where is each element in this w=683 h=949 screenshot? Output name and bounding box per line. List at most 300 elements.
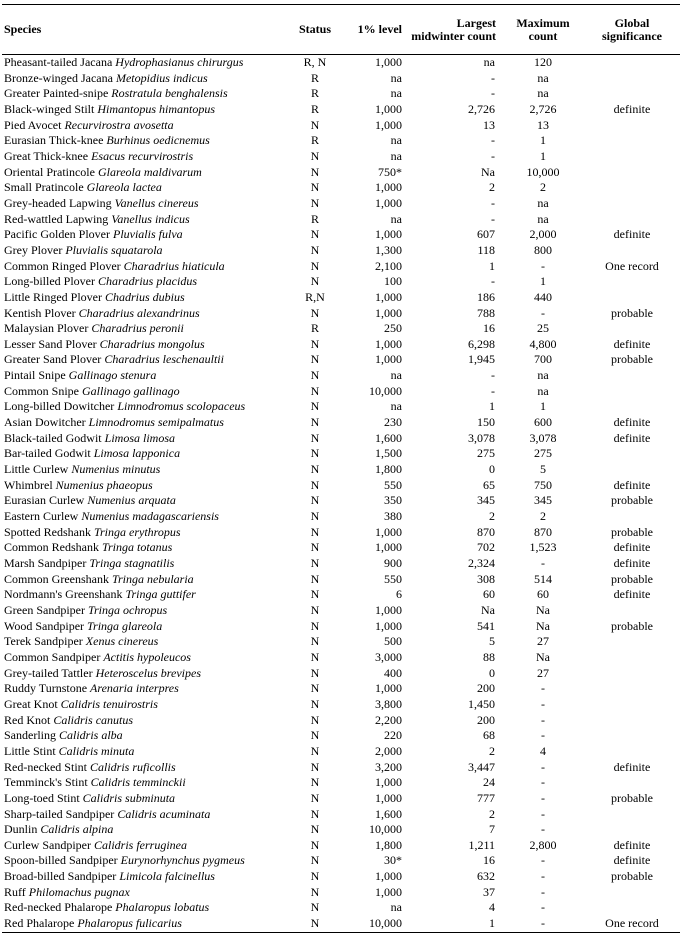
table-row xyxy=(2,603,680,619)
common-name: Green Sandpiper xyxy=(4,602,85,617)
scientific-name: Numenius arquata xyxy=(87,493,176,508)
common-name: Wood Sandpiper xyxy=(4,618,85,633)
common-name: Common Snipe xyxy=(4,383,80,398)
maximum-count-cell: 3,078 xyxy=(529,430,557,445)
largest-midwinter-count-cell: - xyxy=(491,148,495,163)
common-name: Ruddy Turnstone xyxy=(4,681,88,696)
largest-midwinter-count-cell: 308 xyxy=(477,571,495,586)
scientific-name: Calidris canutus xyxy=(53,712,134,727)
scientific-name: Gallinago stenura xyxy=(68,368,157,383)
one-percent-level-cell: 230 xyxy=(384,415,402,430)
global-significance-cell xyxy=(584,634,680,650)
common-name: Pied Avocet xyxy=(4,117,62,132)
status-cell: N xyxy=(310,524,320,539)
scientific-name: Tringa stagnatilis xyxy=(89,556,175,570)
scientific-name: Charadrius hiaticula xyxy=(123,258,225,273)
one-percent-level-cell: 2,200 xyxy=(375,712,402,727)
common-name: Bronze-winged Jacana xyxy=(4,70,113,85)
largest-midwinter-count-cell: 60 xyxy=(483,587,495,602)
maximum-count-cell: - xyxy=(541,696,545,711)
table-row xyxy=(2,587,680,603)
largest-midwinter-count-cell: Na xyxy=(481,602,495,617)
table-row xyxy=(2,86,680,102)
common-name: Eastern Curlew xyxy=(4,509,79,524)
scientific-name: Limosa lapponica xyxy=(93,446,181,461)
species-column-header: Species xyxy=(2,5,286,55)
scientific-name: Tringa totanus xyxy=(102,540,173,555)
table-row xyxy=(2,431,680,447)
scientific-name: Recurvirostra avosetta xyxy=(64,117,174,132)
global-significance-cell: definite xyxy=(613,227,651,242)
species-cell xyxy=(2,666,286,682)
global-significance-cell: definite xyxy=(613,336,651,351)
species-cell xyxy=(2,900,286,916)
common-name: Common Ringed Plover xyxy=(4,258,121,273)
one-percent-level-cell: 1,600 xyxy=(375,806,402,821)
common-name: Marsh Sandpiper xyxy=(4,556,87,570)
status-cell: N xyxy=(310,462,320,477)
status-cell: N xyxy=(310,540,320,555)
status-column-header: Status xyxy=(286,5,344,55)
one-percent-level-cell: 1,000 xyxy=(375,180,402,195)
one-percent-level-cell: 1,000 xyxy=(375,618,402,633)
largest-midwinter-count-cell: 0 xyxy=(489,462,495,477)
status-cell: N xyxy=(310,900,320,915)
species-cell xyxy=(2,791,286,807)
one-percent-level-cell: 380 xyxy=(384,509,402,524)
status-cell: N xyxy=(310,195,320,210)
status-cell: R xyxy=(310,86,319,101)
species-cell xyxy=(2,478,286,494)
table-row xyxy=(2,165,680,181)
table-row xyxy=(2,916,680,932)
maximum-count-cell: Na xyxy=(536,602,550,617)
common-name: Malaysian Plover xyxy=(4,321,89,336)
status-cell: N xyxy=(310,227,320,242)
common-name: Pheasant-tailed Jacana xyxy=(4,55,113,69)
table-row xyxy=(2,180,680,196)
scientific-name: Charadrius alexandrinus xyxy=(78,305,200,320)
species-cell xyxy=(2,133,286,149)
table-row xyxy=(2,869,680,885)
largest-midwinter-count-cell: 118 xyxy=(477,242,495,257)
scientific-name: Vanellus cinereus xyxy=(114,195,199,210)
maximum-count-cell: - xyxy=(541,853,545,868)
maximum-count-cell: - xyxy=(541,775,545,790)
maximum-count-cell: - xyxy=(541,258,545,273)
global-significance-cell: definite xyxy=(613,540,651,555)
scientific-name: Calidris ferruginea xyxy=(93,837,187,852)
largest-midwinter-count-cell: 200 xyxy=(477,681,495,696)
one-percent-level-cell: 3,000 xyxy=(375,649,402,664)
common-name: Red-necked Stint xyxy=(4,759,87,774)
common-name: Dunlin xyxy=(4,822,38,837)
species-cell xyxy=(2,838,286,854)
table-row xyxy=(2,853,680,869)
table-row xyxy=(2,102,680,118)
species-cell xyxy=(2,619,286,635)
largest-midwinter-count-cell: 2,726 xyxy=(468,101,495,116)
table-row xyxy=(2,619,680,635)
status-cell: N xyxy=(310,649,320,664)
maximum-count-cell: 1 xyxy=(540,274,546,289)
scientific-name: Numenius phaeopus xyxy=(55,477,153,492)
largest-midwinter-count-column-header: Largest midwinter count xyxy=(408,5,502,55)
one-percent-level-cell: 3,200 xyxy=(375,759,402,774)
table-row xyxy=(2,509,680,525)
species-cell xyxy=(2,86,286,102)
maximum-count-cell: - xyxy=(502,916,584,932)
one-percent-level-cell: 1,000 xyxy=(375,195,402,210)
status-cell: N xyxy=(310,571,320,586)
status-cell: N xyxy=(310,556,320,570)
maximum-count-cell: 60 xyxy=(537,587,549,602)
status-cell: R,N xyxy=(305,289,325,304)
global-significance-cell xyxy=(584,744,680,760)
one-percent-level-cell: na xyxy=(390,900,402,915)
one-percent-level-cell: 500 xyxy=(384,634,402,649)
maximum-count-cell: 750 xyxy=(534,477,552,492)
status-cell: N xyxy=(310,743,320,758)
one-percent-level-cell: na xyxy=(390,368,402,383)
largest-midwinter-count-cell: - xyxy=(491,383,495,398)
global-significance-cell xyxy=(584,462,680,478)
one-percent-level-cell: 220 xyxy=(384,728,402,743)
table-row xyxy=(2,259,680,275)
global-significance-cell: probable xyxy=(611,618,653,633)
scientific-name: Hydrophasianus chirurgus xyxy=(115,55,244,69)
largest-midwinter-count-cell: - xyxy=(491,133,495,148)
one-percent-level-cell: 1,000 xyxy=(375,681,402,696)
table-row xyxy=(2,540,680,556)
species-cell xyxy=(2,431,286,447)
status-cell: N xyxy=(310,415,320,430)
global-significance-cell: probable xyxy=(611,869,653,884)
table-row xyxy=(2,525,680,541)
scientific-name: Arenaria interpres xyxy=(90,681,179,696)
maximum-count-cell: 4,800 xyxy=(529,336,557,351)
species-cell xyxy=(2,775,286,791)
common-name: Red Knot xyxy=(4,712,51,727)
species-cell xyxy=(2,102,286,118)
common-name: Grey Plover xyxy=(4,242,63,257)
common-name: Broad-billed Sandpiper xyxy=(4,869,117,884)
table-row xyxy=(2,666,680,682)
maximum-count-cell: Na xyxy=(536,618,550,633)
largest-midwinter-count-cell: 68 xyxy=(483,728,495,743)
global-significance-cell xyxy=(584,728,680,744)
status-cell: N xyxy=(310,477,320,492)
scientific-name: Vanellus indicus xyxy=(111,211,190,226)
status-cell: N xyxy=(310,759,320,774)
table-row xyxy=(2,368,680,384)
common-name: Spotted Redshank xyxy=(4,524,91,539)
table-row xyxy=(2,290,680,306)
global-significance-cell xyxy=(584,71,680,87)
table-row xyxy=(2,133,680,149)
largest-midwinter-count-cell: 186 xyxy=(477,289,495,304)
status-cell: N xyxy=(310,634,320,649)
one-percent-level-cell: 10,000 xyxy=(369,822,402,837)
table-row xyxy=(2,306,680,322)
species-cell xyxy=(2,525,286,541)
maximum-count-cell: - xyxy=(541,681,545,696)
status-cell: N xyxy=(310,164,320,179)
common-name: Pacific Golden Plover xyxy=(4,227,110,242)
maximum-count-cell: 27 xyxy=(537,634,549,649)
species-cell xyxy=(2,462,286,478)
common-name: Greater Sand Plover xyxy=(4,352,102,367)
scientific-name: Esacus recurvirostris xyxy=(91,148,194,163)
largest-midwinter-count-cell: na xyxy=(483,55,495,69)
one-percent-level-cell: na xyxy=(390,86,402,101)
one-percent-level-cell: 1,000 xyxy=(375,352,402,367)
table-row xyxy=(2,556,680,572)
scientific-name: Glareola maldivarum xyxy=(97,164,202,179)
global-significance-cell: definite xyxy=(613,853,651,868)
table-row xyxy=(2,212,680,228)
table-row xyxy=(2,415,680,431)
one-percent-level-cell: 1,000 xyxy=(375,305,402,320)
status-cell: N xyxy=(310,352,320,367)
one-percent-level-cell: 2,000 xyxy=(375,743,402,758)
common-name: Bar-tailed Godwit xyxy=(4,446,91,461)
species-cell xyxy=(2,713,286,729)
global-significance-cell xyxy=(584,118,680,134)
table-row xyxy=(2,885,680,901)
maximum-count-cell: na xyxy=(537,195,549,210)
largest-midwinter-count-cell: 1 xyxy=(489,258,495,273)
maximum-count-cell: 2,000 xyxy=(529,227,557,242)
status-cell: N xyxy=(310,837,320,852)
one-percent-level-cell: 1,000 xyxy=(375,336,402,351)
global-significance-cell xyxy=(584,133,680,149)
global-significance-cell xyxy=(584,196,680,212)
species-cell xyxy=(2,196,286,212)
maximum-count-cell: 2 xyxy=(540,180,546,195)
common-name: Lesser Sand Plover xyxy=(4,336,97,351)
table-row xyxy=(2,650,680,666)
maximum-count-cell: - xyxy=(541,305,545,320)
one-percent-level-cell: 30* xyxy=(384,853,402,868)
global-significance-cell xyxy=(584,775,680,791)
table-row xyxy=(2,478,680,494)
scientific-name: Xenus cinereus xyxy=(85,634,159,649)
species-cell xyxy=(2,227,286,243)
common-name: Ruff xyxy=(4,884,26,899)
maximum-count-cell: 27 xyxy=(537,665,549,680)
table-row xyxy=(2,744,680,760)
one-percent-level-cell: 400 xyxy=(384,665,402,680)
table-row xyxy=(2,728,680,744)
table-row xyxy=(2,227,680,243)
largest-midwinter-count-cell: Na xyxy=(481,164,495,179)
status-cell: N xyxy=(310,696,320,711)
one-percent-level-cell: 2,100 xyxy=(375,258,402,273)
largest-midwinter-count-cell: 1 xyxy=(489,399,495,414)
table-row xyxy=(2,713,680,729)
largest-midwinter-count-cell: 345 xyxy=(477,493,495,508)
scientific-name: Tringa ochropus xyxy=(87,602,168,617)
species-cell xyxy=(2,540,286,556)
species-cell xyxy=(2,321,286,337)
largest-midwinter-count-cell: 13 xyxy=(483,117,495,132)
one-percent-level-cell: 1,800 xyxy=(375,462,402,477)
species-cell xyxy=(2,368,286,384)
table-row xyxy=(2,321,680,337)
maximum-count-cell: 13 xyxy=(537,117,549,132)
status-cell: N xyxy=(310,305,320,320)
maximum-count-cell: 1 xyxy=(540,148,546,163)
scientific-name: Metopidius indicus xyxy=(115,70,208,85)
common-name: Black-winged Stilt xyxy=(4,101,95,116)
largest-midwinter-count-cell: - xyxy=(491,86,495,101)
common-name: Great Thick-knee xyxy=(4,148,89,163)
common-name: Black-tailed Godwit xyxy=(4,430,102,445)
scientific-name: Tringa nebularia xyxy=(111,571,194,586)
largest-midwinter-count-cell: 88 xyxy=(483,649,495,664)
one-percent-level-cell: 100 xyxy=(384,274,402,289)
maximum-count-cell: 1 xyxy=(540,133,546,148)
largest-midwinter-count-cell: 777 xyxy=(477,790,495,805)
species-cell xyxy=(2,509,286,525)
global-significance-cell xyxy=(584,165,680,181)
global-significance-cell: probable xyxy=(611,790,653,805)
species-cell xyxy=(2,55,286,71)
status-cell: N xyxy=(310,242,320,257)
status-cell: N xyxy=(310,728,320,743)
status-cell: R xyxy=(310,101,319,116)
maximum-count-cell: 1 xyxy=(540,399,546,414)
common-name: Greater Painted-snipe xyxy=(4,86,109,101)
scientific-name: Actitis hypoleucos xyxy=(103,649,191,664)
largest-midwinter-count-cell: 0 xyxy=(489,665,495,680)
one-percent-level-cell: 550 xyxy=(384,571,402,586)
species-cell xyxy=(2,118,286,134)
one-percent-level-cell: 350 xyxy=(384,493,402,508)
scientific-name: Numenius madagascariensis xyxy=(81,509,219,524)
maximum-count-cell: - xyxy=(541,884,545,899)
status-cell: N xyxy=(310,274,320,289)
scientific-name: Himantopus himantopus xyxy=(97,101,216,116)
scientific-name: Tringa erythropus xyxy=(94,524,181,539)
species-cell xyxy=(2,853,286,869)
common-name: Curlew Sandpiper xyxy=(4,837,91,852)
maximum-count-cell: na xyxy=(537,368,549,383)
maximum-count-cell: 2 xyxy=(540,509,546,524)
largest-midwinter-count-cell: - xyxy=(491,70,495,85)
common-name: Long-billed Plover xyxy=(4,274,95,289)
table-row xyxy=(2,274,680,290)
largest-midwinter-count-cell: 2 xyxy=(489,180,495,195)
one-percent-level-cell: 1,300 xyxy=(375,242,402,257)
status-cell: N xyxy=(310,509,320,524)
largest-midwinter-count-cell: 2,324 xyxy=(468,556,495,570)
largest-midwinter-count-cell: 607 xyxy=(477,227,495,242)
global-significance-cell: definite xyxy=(613,556,651,570)
common-name: Sanderling xyxy=(4,728,56,743)
status-cell: N xyxy=(310,383,320,398)
maximum-count-cell: - xyxy=(541,728,545,743)
one-percent-level-cell: na xyxy=(390,399,402,414)
status-cell: R xyxy=(310,133,319,148)
species-cell xyxy=(2,446,286,462)
largest-midwinter-count-cell: 632 xyxy=(477,869,495,884)
maximum-count-cell: na xyxy=(537,211,549,226)
scientific-name: Tringa guttifer xyxy=(125,587,196,602)
global-significance-cell xyxy=(584,399,680,415)
species-cell xyxy=(2,885,286,901)
global-significance-cell: probable xyxy=(611,571,653,586)
species-cell xyxy=(2,243,286,259)
largest-midwinter-count-cell: 7 xyxy=(489,822,495,837)
common-name: Sharp-tailed Sandpiper xyxy=(4,806,115,821)
maximum-count-cell: na xyxy=(537,383,549,398)
one-percent-level-cell: 10,000 xyxy=(369,383,402,398)
scientific-name: Numenius minutus xyxy=(71,462,161,477)
scientific-name: Calidris tenuirostris xyxy=(60,696,158,711)
largest-midwinter-count-cell: 2 xyxy=(489,509,495,524)
species-cell xyxy=(2,760,286,776)
scientific-name: Charadrius placidus xyxy=(97,274,197,289)
maximum-count-cell: 514 xyxy=(534,571,552,586)
maximum-count-cell: 800 xyxy=(534,242,552,257)
largest-midwinter-count-cell: - xyxy=(491,274,495,289)
common-name: Red-wattled Lapwing xyxy=(4,211,109,226)
common-name: Terek Sandpiper xyxy=(4,634,83,649)
species-cell xyxy=(2,728,286,744)
largest-midwinter-count-cell: 541 xyxy=(477,618,495,633)
one-percent-level-cell: 3,800 xyxy=(375,696,402,711)
maximum-count-cell: 345 xyxy=(534,493,552,508)
common-name: Red-necked Phalarope xyxy=(4,900,113,915)
species-cell xyxy=(2,306,286,322)
global-significance-cell: definite xyxy=(613,759,651,774)
table-row xyxy=(2,462,680,478)
largest-midwinter-count-cell: 37 xyxy=(483,884,495,899)
maximum-count-cell: 440 xyxy=(534,289,552,304)
table-row xyxy=(2,697,680,713)
scientific-name: Philomachus pugnax xyxy=(28,884,130,899)
global-significance-cell xyxy=(584,900,680,916)
maximum-count-cell: 4 xyxy=(540,743,546,758)
scientific-name: Eurynorhynchus pygmeus xyxy=(120,853,245,868)
largest-midwinter-count-cell: 2 xyxy=(489,743,495,758)
global-significance-cell: One record xyxy=(605,258,659,273)
species-cell xyxy=(2,71,286,87)
table-row xyxy=(2,71,680,87)
status-cell: N xyxy=(310,587,320,602)
maximum-count-cell: - xyxy=(541,759,545,774)
scientific-name: Calidris acuminata xyxy=(117,806,211,821)
one-percent-level-cell: 1,000 xyxy=(375,869,402,884)
status-cell: N xyxy=(310,180,320,195)
species-table xyxy=(2,4,680,933)
status-cell: N xyxy=(286,916,344,932)
species-cell xyxy=(2,259,286,275)
table-row xyxy=(2,838,680,854)
one-percent-level-cell: 6 xyxy=(396,587,402,602)
status-cell: N xyxy=(310,665,320,680)
global-significance-column-header: Global significance xyxy=(584,5,680,55)
species-cell xyxy=(2,916,286,932)
status-cell: N xyxy=(310,430,320,445)
maximum-count-cell: - xyxy=(541,822,545,837)
largest-midwinter-count-cell: 4 xyxy=(489,900,495,915)
scientific-name: Calidris alba xyxy=(59,728,123,743)
status-cell: R xyxy=(310,321,319,336)
global-significance-cell xyxy=(584,384,680,400)
